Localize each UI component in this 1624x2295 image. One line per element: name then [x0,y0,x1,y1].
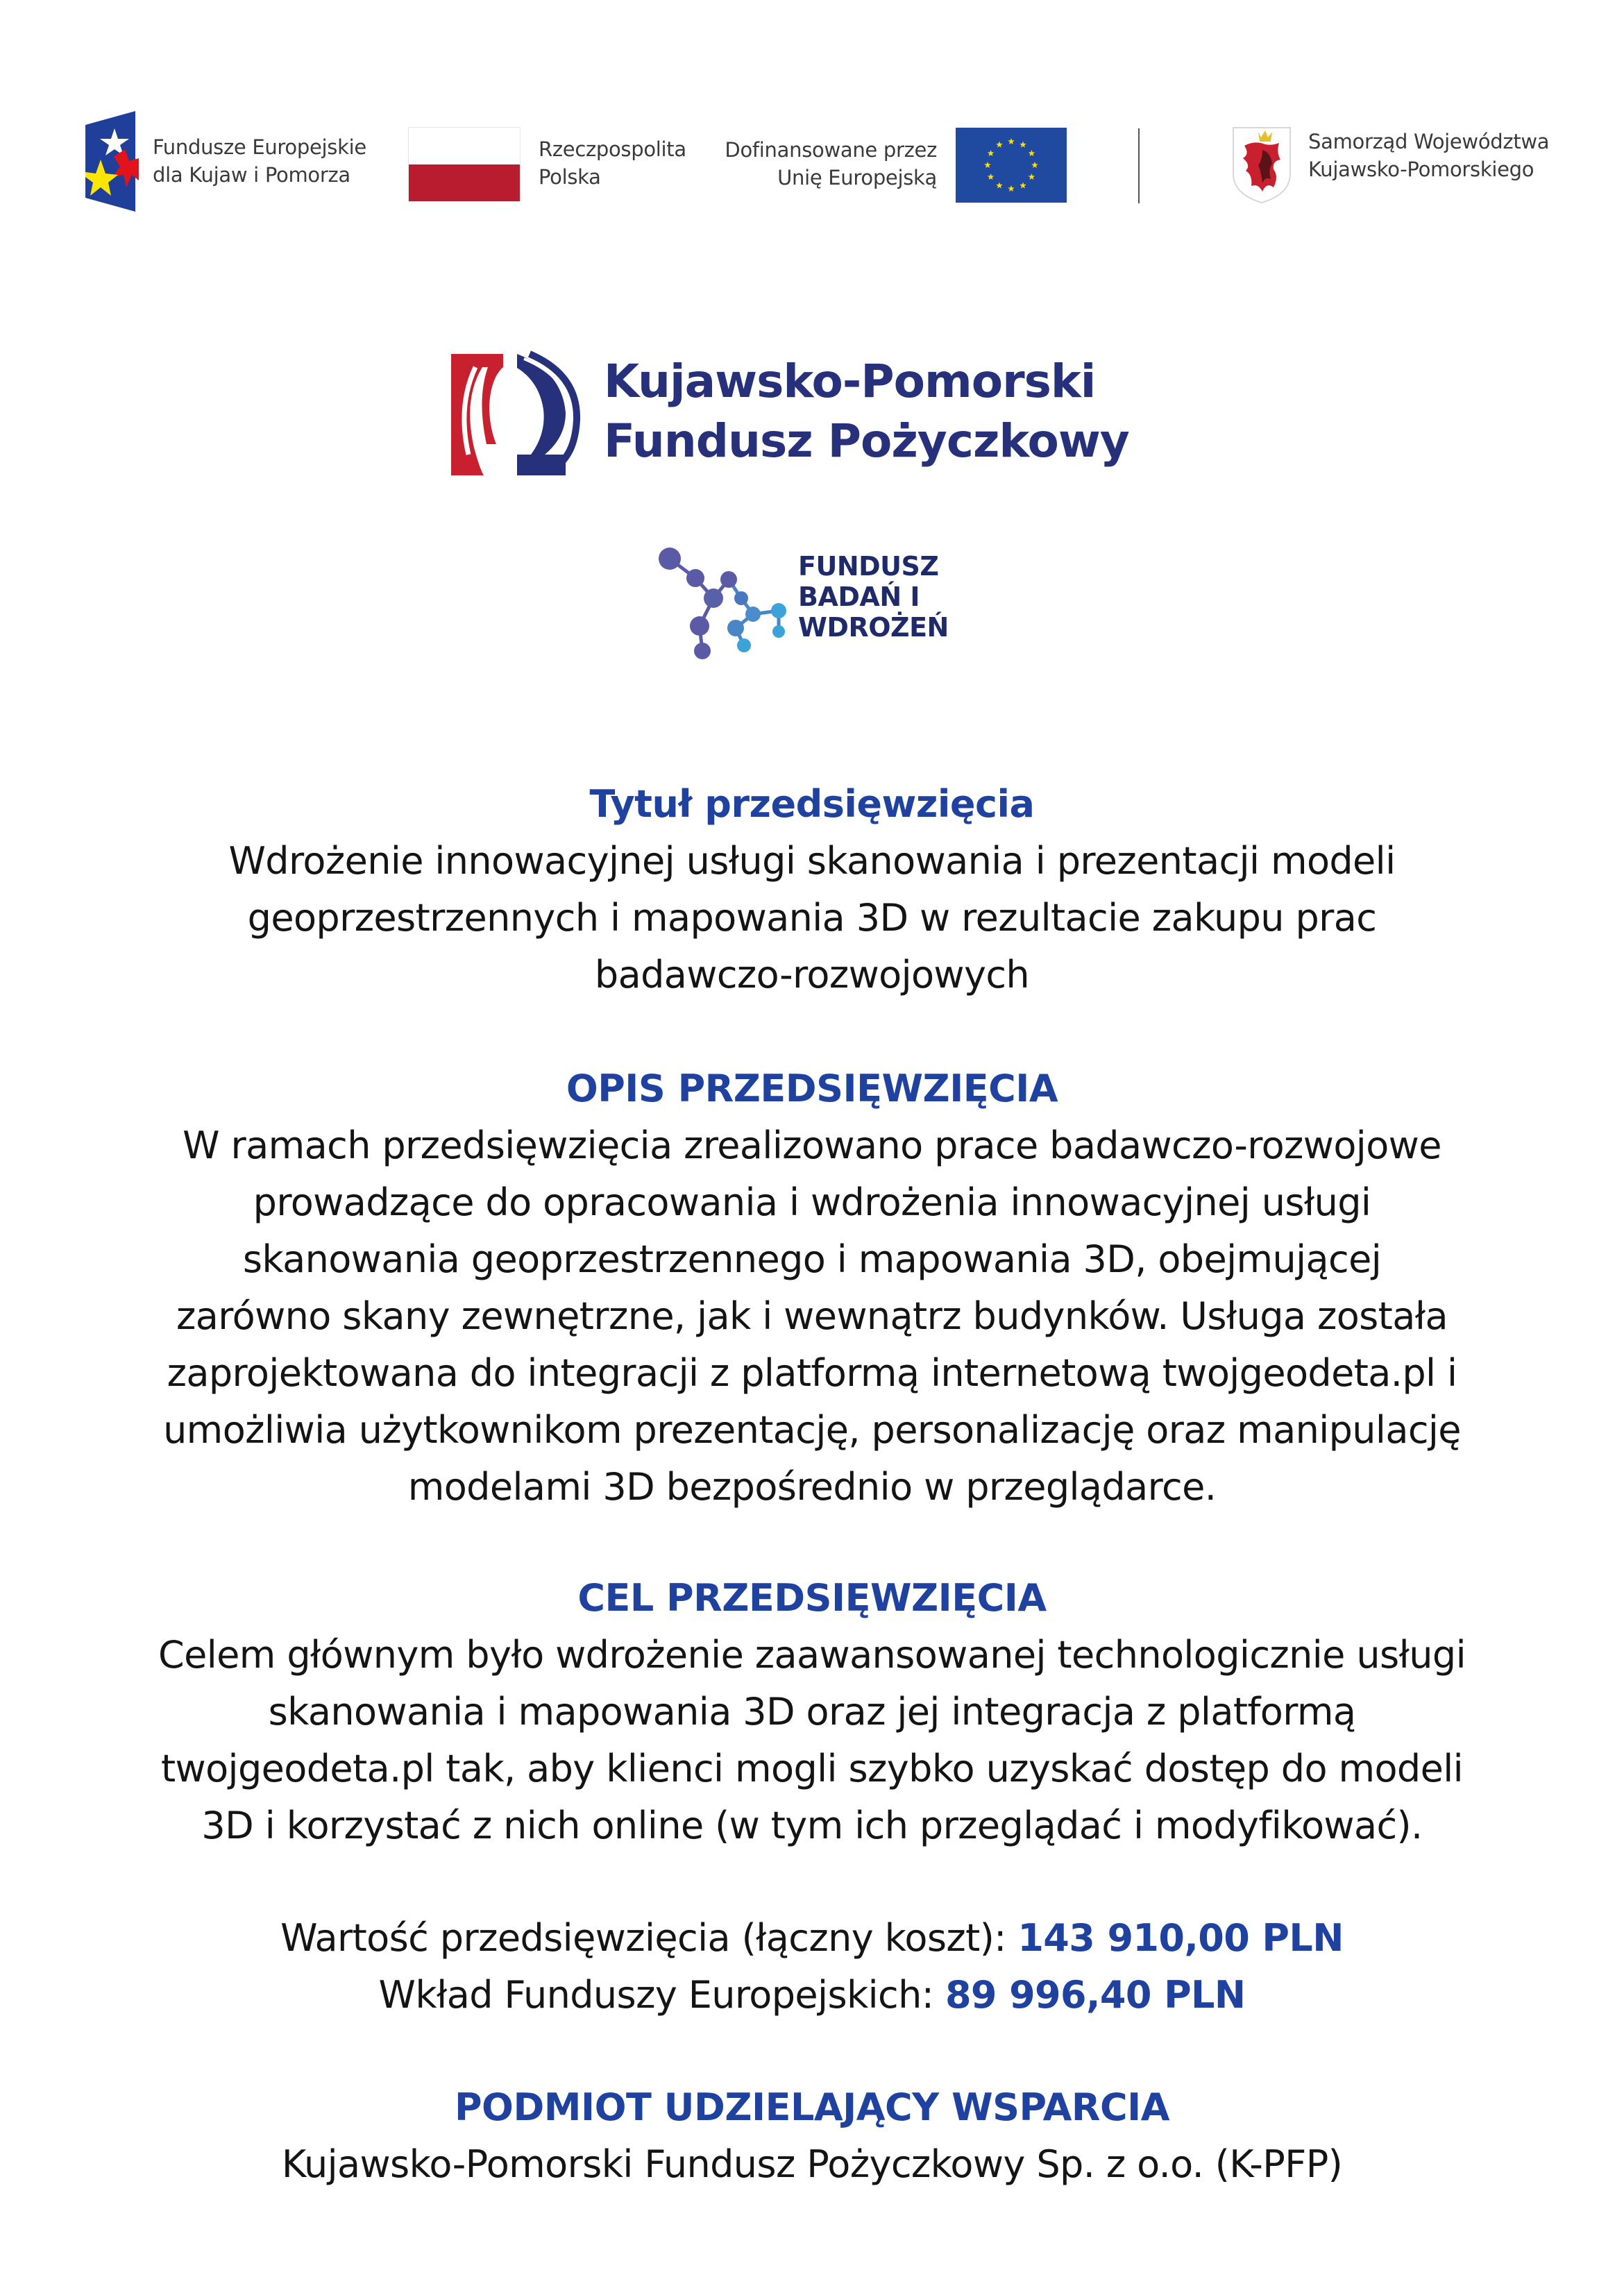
total-value-amount: 143 910,00 PLN [1017,1916,1344,1960]
title-line: badawczo-rozwojowych [594,953,1030,997]
pl-logo-line2: Polska [539,165,601,189]
goal-line: skanowania i mapowania 3D oraz jej integracja z platformą [268,1690,1356,1734]
title-line: Wdrożenie innowacyjnej usługi skanowania i prezentacji modeli [228,839,1396,883]
title-section [69,776,1555,1003]
eu-contribution-row [69,1967,1555,2024]
pl-logo-line1: Rzeczpospolita [539,137,686,161]
fe-logo-line2: dla Kujaw i Pomorza [153,163,350,187]
pl-logo [408,127,700,203]
description-line: zaprojektowana do integracji z platformą internetową twojgeodeta.pl i [167,1351,1457,1395]
description-line: zarówno skany zewnętrzne, jak i wewnątrz budynków. Usługa została [176,1294,1448,1338]
eu-logo-line2: Unię Europejską [777,166,937,189]
fbiw-logo-line1: FUNDUSZ [798,551,939,582]
fe-logo-line1: Fundusze Europejskie [153,135,366,159]
poland-flag-icon [408,127,521,202]
region-logo-line2: Kujawsko-Pomorskiego [1308,158,1534,181]
goal-line: Celem głównym było wdrożenie zaawansowanej technologicznie usługi [158,1633,1466,1677]
kpfp-logo [448,350,1176,482]
eu-contribution-amount: 89 996,40 PLN [945,1973,1246,2017]
description-line: skanowania geoprzestrzennego i mapowania 3D, obejmującej [242,1237,1382,1281]
description-line: modelami 3D bezpośrednio w przeglądarce. [407,1465,1217,1509]
kpfp-logo-line2: Fundusz Pożyczkowy [604,414,1129,468]
description-line: umożliwia użytkownikom prezentację, personalizację oraz manipulację [163,1408,1461,1452]
goal-line: 3D i korzystać z nich online (w tym ich przeglądać i modyfikować). [201,1804,1423,1847]
eu-logo-text [694,136,937,192]
logo-divider [1138,128,1140,203]
kpfp-logo-line1: Kujawsko-Pomorski [604,355,1096,408]
eu-flag-icon [956,128,1067,203]
goal-line: twojgeodeta.pl tak, aby klienci mogli szybko uzyskać dostęp do modeli [160,1747,1464,1790]
eu-contribution-label: Wkład Funduszy Europejskich: [378,1973,945,2017]
total-value-row [69,1910,1555,1967]
goal-heading: CEL PRZEDSIĘWZIĘCIA [577,1576,1047,1620]
financing-section [69,1910,1555,2024]
goal-section [69,1570,1555,1854]
description-line: prowadzące do opracowania i wdrożenia innowacyjnej usługi [253,1180,1371,1224]
kpfp-mark-icon [448,350,586,482]
description-line: W ramach przedsięwzięcia zrealizowano prace badawczo-rozwojowe [183,1124,1441,1167]
molecule-icon [652,534,791,659]
fbiw-logo-line2: BADAŃ I [798,582,920,612]
fbiw-logo-line3: WDROŻEŃ [798,612,949,643]
provider-name: Kujawsko-Pomorski Fundusz Pożyczkowy Sp. z o.o. (K-PFP) [281,2142,1343,2186]
description-heading: OPIS PRZEDSIĘWZIĘCIA [566,1067,1058,1110]
region-logo-text [1308,128,1549,183]
fe-flag-stars-icon [83,111,139,212]
fbiw-logo [652,534,958,659]
region-logo-line1: Samorząd Województwa [1308,130,1550,153]
title-line: geoprzestrzennych i mapowania 3D w rezultacie zakupu prac [247,896,1377,940]
griffin-crest-icon [1230,125,1293,205]
provider-heading: PODMIOT UDZIELAJĄCY WSPARCIA [454,2085,1170,2129]
eu-logo-line1: Dofinansowane przez [725,138,937,162]
title-heading: Tytuł przedsięwzięcia [589,782,1035,826]
provider-section [69,2079,1555,2193]
fe-logo [83,111,375,212]
total-value-label: Wartość przedsięwzięcia (łączny koszt): [280,1916,1018,1960]
description-section [69,1060,1555,1516]
